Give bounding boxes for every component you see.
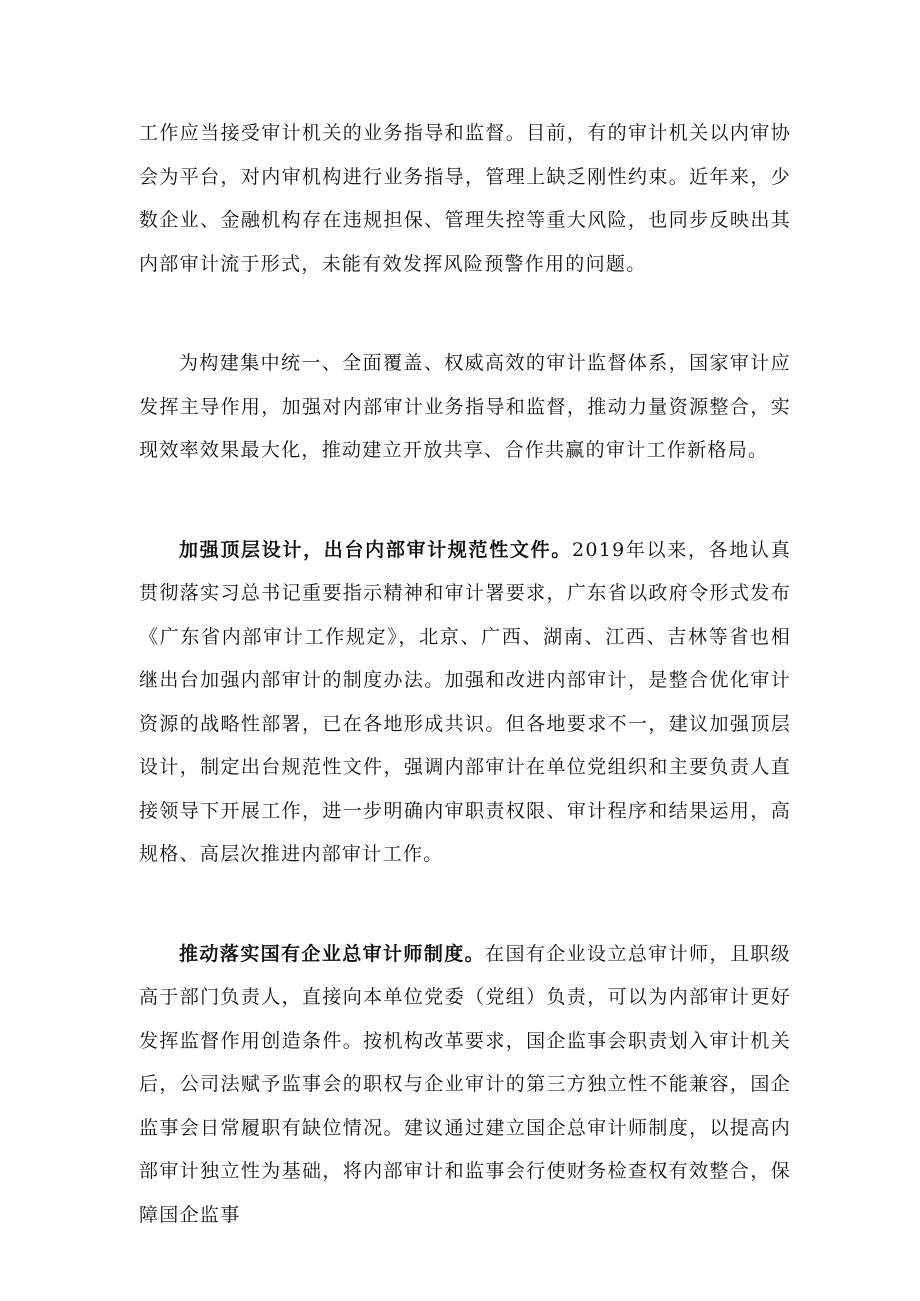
paragraph-heading: 加强顶层设计，出台内部审计规范性文件。 xyxy=(179,538,572,561)
paragraph-body: 在国有企业设立总审计师，且职级高于部门负责人，直接向本单位党委（党组）负责，可以为内部审计更好发挥监督作用创造条件。按机构改革要求，国企监事会职责划入审计机关后，公司法赋予监事会的职权与企业审计的第三方独立性不能兼容，国企监事会日常履职有缺位情况。建议通过建立国企总审计师制度，以提高内部审计独立性为基础，将内部审计和监事会行使财务检查权有效整合，保障国企监事 xyxy=(139,942,791,1226)
paragraph-chief-auditor xyxy=(139,933,791,1238)
document-page xyxy=(139,112,791,1237)
paragraph-continued xyxy=(139,112,791,286)
paragraph-body: 为构建集中统一、全面覆盖、权威高效的审计监督体系，国家审计应发挥主导作用，加强对内部审计业务指导和监督，推动力量资源整合，实现效率效果最大化，推动建立开放共享、合作共赢的审计工作新格局。 xyxy=(139,352,791,461)
paragraph-body: 工作应当接受审计机关的业务指导和监督。目前，有的审计机关以内审协会为平台，对内审机构进行业务指导，管理上缺乏刚性约束。近年来，少数企业、金融机构存在违规担保、管理失控等重大风险，也同步反映出其内部审计流于形式，未能有效发挥风险预警作用的问题。 xyxy=(139,122,791,275)
paragraph-audit-system xyxy=(139,342,791,473)
paragraph-gap xyxy=(139,877,791,933)
paragraph-top-level-design xyxy=(139,529,791,877)
paragraph-body: 2019年以来，各地认真贯彻落实习总书记重要指示精神和审计署要求，广东省以政府令形式发布《广东省内部审计工作规定》，北京、广西、湖南、江西、吉林等省也相继出台加强内部审计的制度办法。加强和改进内部审计，是整合优化审计资源的战略性部署，已在各地形成共识。但各地要求不一，建议加强顶层设计，制定出台规范性文件，强调内部审计在单位党组织和主要负责人直接领导下开展工作，进一步明确内审职责权限、审计程序和结果运用，高规格、高层次推进内部审计工作。 xyxy=(139,538,791,865)
paragraph-gap xyxy=(139,473,791,529)
paragraph-gap xyxy=(139,286,791,342)
paragraph-heading: 推动落实国有企业总审计师制度。 xyxy=(179,942,486,965)
